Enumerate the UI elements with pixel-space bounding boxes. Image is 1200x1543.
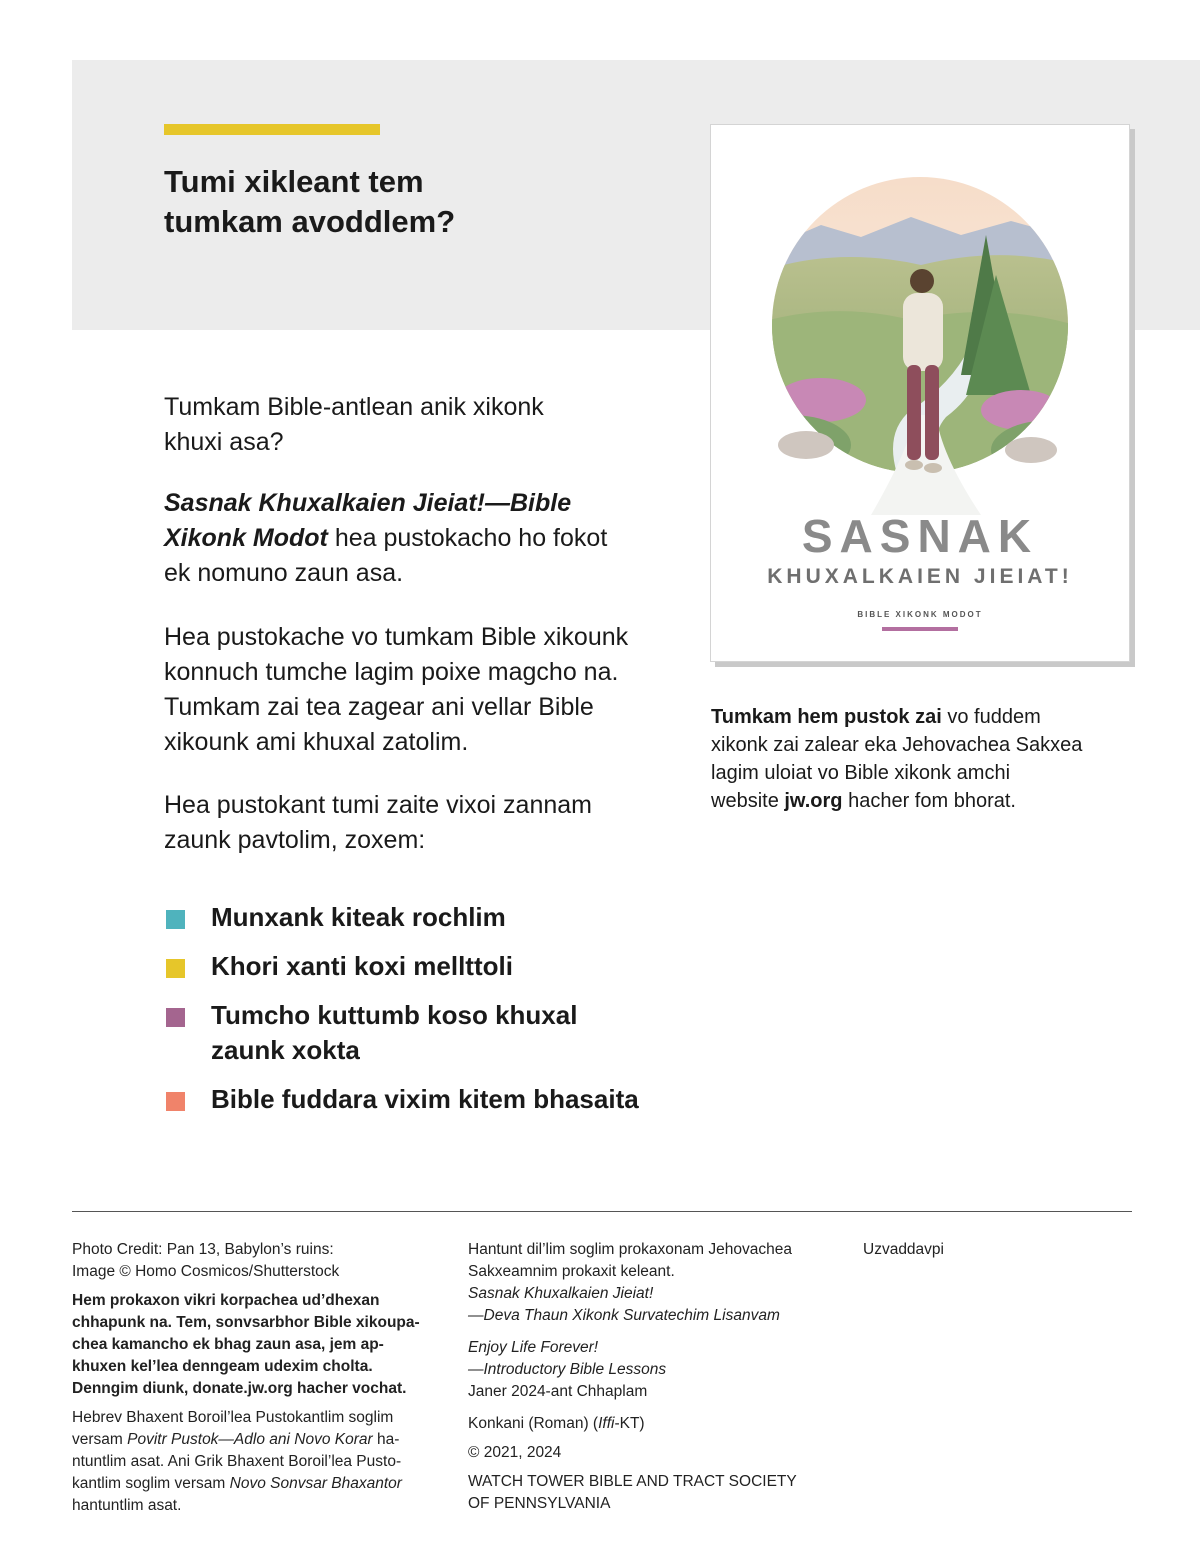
topic-label: Khori xanti koxi mellttoli <box>211 951 513 981</box>
note-line: xikonk zai zalear eka Jehovachea Sakxea <box>711 734 1083 756</box>
publication-title: Sasnak Khuxalkaien Jieiat! <box>468 1285 654 1302</box>
publication-title: —Introductory Bible Lessons <box>468 1361 667 1378</box>
topic-item <box>164 1082 704 1117</box>
topic-bullet <box>166 1092 185 1111</box>
book-title-line: Sasnak Khuxalkaien Jieiat!—Bible <box>164 489 572 517</box>
text-line: xikounk ami khuxal zatolim. <box>164 728 469 756</box>
note-line <box>711 703 1141 731</box>
note-text: kantlim soglim versam <box>72 1475 230 1492</box>
topic-label: Bible fuddara vixim kitem bhasaita <box>211 1084 639 1114</box>
donation-notice <box>72 1290 442 1400</box>
publication-title: Enjoy Life Forever! <box>468 1339 599 1356</box>
bible-title: Povitr Pustok—Adlo ani Novo Korar <box>127 1431 373 1448</box>
page-heading <box>164 162 624 242</box>
photo-credit: Photo Credit: Pan 13, Babylon’s ruins: <box>72 1241 334 1258</box>
topic-item <box>164 998 704 1068</box>
note-text: ha- <box>372 1431 400 1448</box>
text-part: hea pustokacho ho fokot <box>327 524 608 552</box>
cover-accent-line <box>882 627 958 631</box>
notice-line: Hem prokaxon vikri korpachea ud’dhexan <box>72 1292 380 1309</box>
translation-note <box>72 1473 442 1495</box>
topic-list <box>164 900 704 1131</box>
cover-series-label: BIBLE XIKONK MODOT <box>857 610 983 619</box>
publisher-name: WATCH TOWER BIBLE AND TRACT SOCIETY <box>468 1473 797 1490</box>
translation-note <box>72 1429 442 1451</box>
topic-item <box>164 949 704 984</box>
publication-title: —Deva Thaun Xikonk Survatechim Lisanvam <box>468 1307 780 1324</box>
print-date: Janer 2024-ant Chhaplam <box>468 1383 648 1400</box>
website-link[interactable]: jw.org <box>784 790 843 812</box>
note-text: website <box>711 790 785 812</box>
notice-line: chea kamancho ek bhag zaun asa, jem ap- <box>72 1336 384 1353</box>
footer-divider <box>72 1211 1132 1212</box>
note-bold: Tumkam hem pustok zai <box>711 706 942 728</box>
footer-column-3 <box>863 1239 1063 1261</box>
order-note <box>711 703 1141 815</box>
text-line: zaunk pavtolim, zoxem: <box>164 826 426 854</box>
text-line: Tumkam zai tea zagear ani vellar Bible <box>164 693 594 721</box>
translation-note: ntuntlim asat. Ani Grik Bhaxent Boroil’lea Pusto- <box>72 1453 402 1470</box>
language-code <box>468 1413 838 1435</box>
publisher-label: Uzvaddavpi <box>863 1241 944 1258</box>
topic-bullet <box>166 1008 185 1027</box>
text-line: Hea pustokache vo tumkam Bible xikounk <box>164 623 629 651</box>
publisher-note: Hantunt dil’lim soglim prokaxonam Jehovachea <box>468 1241 792 1258</box>
note-text: -KT) <box>614 1415 645 1432</box>
notice-line: khuxen kel’lea denngeam udexim cholta. <box>72 1358 373 1375</box>
copyright: © 2021, 2024 <box>468 1444 562 1461</box>
publisher-name: OF PENNSYLVANIA <box>468 1495 611 1512</box>
notice-line: Denngim diunk, donate.jw.org hacher vochat. <box>72 1380 407 1397</box>
note-text: vo fuddem <box>941 706 1041 728</box>
notice-line: chhapunk na. Tem, sonvsarbhor Bible xikoupa- <box>72 1314 420 1331</box>
note-line <box>711 787 1141 815</box>
heading-line: tumkam avoddlem? <box>164 204 456 239</box>
heading-line: Tumi xikleant tem <box>164 164 424 199</box>
note-text: Iffi <box>598 1415 615 1432</box>
topic-label: zaunk xokta <box>211 1035 360 1065</box>
cover-subtitle: KHUXALKAIEN JIEIAT! <box>767 565 1073 588</box>
book-cover <box>710 124 1130 662</box>
book-title-part: Xikonk Modot <box>164 524 328 552</box>
text-line: Tumkam Bible-antlean anik xikonk <box>164 393 544 421</box>
topic-label: Munxank kiteak rochlim <box>211 902 506 932</box>
footer-column-1 <box>72 1239 442 1517</box>
translation-note: Hebrev Bhaxent Boroil’lea Pustokantlim soglim <box>72 1409 394 1426</box>
note-text: hacher fom bhorat. <box>842 790 1016 812</box>
topic-label: Tumcho kuttumb koso khuxal <box>211 1000 578 1030</box>
publisher-note: Sakxeamnim prokaxit keleant. <box>468 1263 675 1280</box>
text-line: konnuch tumche lagim poixe magcho na. <box>164 658 619 686</box>
intro-paragraph-3 <box>164 620 684 760</box>
topic-bullet <box>166 959 185 978</box>
text-line: ek nomuno zaun asa. <box>164 559 404 587</box>
text-line: khuxi asa? <box>164 428 284 456</box>
note-text: Konkani (Roman) ( <box>468 1415 599 1432</box>
cover-title: SASNAK <box>801 510 1039 562</box>
text-line: Hea pustokant tumi zaite vixoi zannam <box>164 791 592 819</box>
topic-bullet <box>166 910 185 929</box>
photo-credit: Image © Homo Cosmicos/Shutterstock <box>72 1263 340 1280</box>
intro-paragraph-1 <box>164 390 684 460</box>
intro-paragraph-4 <box>164 788 684 858</box>
footer-column-2 <box>468 1239 838 1515</box>
bible-title: Novo Sonvsar Bhaxantor <box>229 1475 402 1492</box>
intro-paragraph-2 <box>164 486 684 591</box>
topic-item <box>164 900 704 935</box>
note-text: versam <box>72 1431 128 1448</box>
text-line <box>164 521 684 556</box>
note-line: lagim uloiat vo Bible xikonk amchi <box>711 762 1011 784</box>
translation-note: hantuntlim asat. <box>72 1497 182 1514</box>
accent-bar <box>164 124 380 135</box>
